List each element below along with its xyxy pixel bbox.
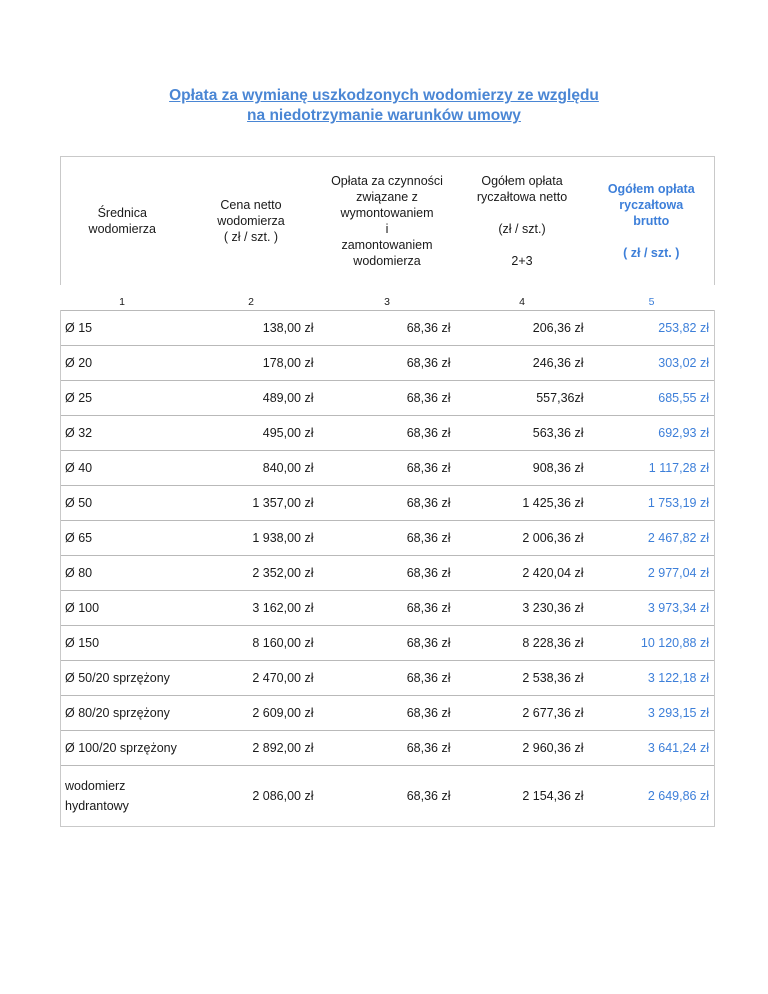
table-row bbox=[61, 556, 715, 591]
row-total-net: 2 420,04 zł bbox=[456, 556, 589, 591]
row-total-gross: 303,02 zł bbox=[589, 346, 715, 381]
table-row bbox=[61, 766, 715, 827]
row-service-fee: 68,36 zł bbox=[319, 311, 456, 346]
row-diameter: Ø 100 bbox=[61, 591, 184, 626]
row-diameter: Ø 50 bbox=[61, 486, 184, 521]
row-total-net: 557,36zł bbox=[456, 381, 589, 416]
row-service-fee: 68,36 zł bbox=[319, 416, 456, 451]
row-total-gross: 253,82 zł bbox=[589, 311, 715, 346]
row-diameter: Ø 80 bbox=[61, 556, 184, 591]
header-row bbox=[61, 157, 715, 286]
row-service-fee: 68,36 zł bbox=[319, 486, 456, 521]
row-diameter: Ø 150 bbox=[61, 626, 184, 661]
row-net-price: 138,00 zł bbox=[184, 311, 319, 346]
row-total-gross: 10 120,88 zł bbox=[589, 626, 715, 661]
row-total-gross: 3 122,18 zł bbox=[589, 661, 715, 696]
row-net-price: 840,00 zł bbox=[184, 451, 319, 486]
row-net-price: 2 609,00 zł bbox=[184, 696, 319, 731]
row-diameter: Ø 65 bbox=[61, 521, 184, 556]
row-total-net: 2 960,36 zł bbox=[456, 731, 589, 766]
row-service-fee: 68,36 zł bbox=[319, 381, 456, 416]
row-diameter: Ø 40 bbox=[61, 451, 184, 486]
table-row bbox=[61, 416, 715, 451]
row-service-fee: 68,36 zł bbox=[319, 626, 456, 661]
document-title bbox=[0, 86, 768, 126]
column-number: 4 bbox=[519, 296, 525, 308]
row-total-net: 2 154,36 zł bbox=[456, 766, 589, 827]
table-row bbox=[61, 521, 715, 556]
row-net-price: 178,00 zł bbox=[184, 346, 319, 381]
row-service-fee: 68,36 zł bbox=[319, 591, 456, 626]
header-net-price: Cena netto wodomierza ( zł / szt. ) bbox=[184, 157, 319, 286]
header-total-gross: Ogółem opłata ryczałtowa brutto ( zł / szt. ) bbox=[589, 157, 715, 286]
row-diameter: Ø 20 bbox=[61, 346, 184, 381]
row-total-gross: 2 467,82 zł bbox=[589, 521, 715, 556]
row-total-gross: 1 117,28 zł bbox=[589, 451, 715, 486]
row-net-price: 8 160,00 zł bbox=[184, 626, 319, 661]
row-total-net: 563,36 zł bbox=[456, 416, 589, 451]
table-row bbox=[61, 731, 715, 766]
row-net-price: 2 470,00 zł bbox=[184, 661, 319, 696]
row-diameter: Ø 32 bbox=[61, 416, 184, 451]
row-diameter: Ø 25 bbox=[61, 381, 184, 416]
row-total-gross: 692,93 zł bbox=[589, 416, 715, 451]
row-net-price: 495,00 zł bbox=[184, 416, 319, 451]
row-total-net: 3 230,36 zł bbox=[456, 591, 589, 626]
title-line-1: Opłata za wymianę uszkodzonych wodomierzy ze względu bbox=[169, 87, 599, 104]
row-total-net: 206,36 zł bbox=[456, 311, 589, 346]
row-total-net: 2 538,36 zł bbox=[456, 661, 589, 696]
row-net-price: 3 162,00 zł bbox=[184, 591, 319, 626]
table-row bbox=[61, 451, 715, 486]
row-total-gross: 2 649,86 zł bbox=[589, 766, 715, 827]
row-service-fee: 68,36 zł bbox=[319, 661, 456, 696]
row-total-net: 2 006,36 zł bbox=[456, 521, 589, 556]
table-row bbox=[61, 661, 715, 696]
table-row bbox=[61, 311, 715, 346]
column-number-row bbox=[61, 285, 715, 311]
table-row bbox=[61, 591, 715, 626]
row-diameter: wodomierz hydrantowy bbox=[61, 766, 184, 827]
row-net-price: 1 357,00 zł bbox=[184, 486, 319, 521]
row-service-fee: 68,36 zł bbox=[319, 696, 456, 731]
header-diameter: Średnica wodomierza bbox=[61, 157, 184, 286]
row-diameter: Ø 100/20 sprzężony bbox=[61, 731, 184, 766]
row-total-net: 2 677,36 zł bbox=[456, 696, 589, 731]
row-service-fee: 68,36 zł bbox=[319, 521, 456, 556]
row-net-price: 2 892,00 zł bbox=[184, 731, 319, 766]
header-service-fee: Opłata za czynności związane z wymontowaniem i zamontowaniem wodomierza bbox=[319, 157, 456, 286]
row-service-fee: 68,36 zł bbox=[319, 346, 456, 381]
table-row bbox=[61, 626, 715, 661]
row-total-gross: 685,55 zł bbox=[589, 381, 715, 416]
table-row bbox=[61, 486, 715, 521]
row-service-fee: 68,36 zł bbox=[319, 556, 456, 591]
column-number: 2 bbox=[248, 296, 254, 308]
row-diameter: Ø 80/20 sprzężony bbox=[61, 696, 184, 731]
row-net-price: 2 352,00 zł bbox=[184, 556, 319, 591]
row-total-gross: 2 977,04 zł bbox=[589, 556, 715, 591]
row-total-net: 1 425,36 zł bbox=[456, 486, 589, 521]
column-number: 1 bbox=[119, 296, 125, 308]
fee-table bbox=[60, 156, 715, 827]
header-total-net: Ogółem opłata ryczałtowa netto (zł / szt.) 2+3 bbox=[456, 157, 589, 286]
row-total-gross: 1 753,19 zł bbox=[589, 486, 715, 521]
row-total-net: 8 228,36 zł bbox=[456, 626, 589, 661]
row-total-gross: 3 293,15 zł bbox=[589, 696, 715, 731]
row-total-net: 908,36 zł bbox=[456, 451, 589, 486]
row-net-price: 489,00 zł bbox=[184, 381, 319, 416]
table-row bbox=[61, 696, 715, 731]
row-service-fee: 68,36 zł bbox=[319, 451, 456, 486]
row-net-price: 2 086,00 zł bbox=[184, 766, 319, 827]
row-diameter: Ø 15 bbox=[61, 311, 184, 346]
row-service-fee: 68,36 zł bbox=[319, 731, 456, 766]
row-diameter: Ø 50/20 sprzężony bbox=[61, 661, 184, 696]
row-service-fee: 68,36 zł bbox=[319, 766, 456, 827]
table-row bbox=[61, 381, 715, 416]
title-line-2: na niedotrzymanie warunków umowy bbox=[247, 107, 521, 124]
column-number: 5 bbox=[648, 296, 655, 308]
column-number: 3 bbox=[384, 296, 390, 308]
row-total-net: 246,36 zł bbox=[456, 346, 589, 381]
row-total-gross: 3 641,24 zł bbox=[589, 731, 715, 766]
row-total-gross: 3 973,34 zł bbox=[589, 591, 715, 626]
table-row bbox=[61, 346, 715, 381]
row-net-price: 1 938,00 zł bbox=[184, 521, 319, 556]
